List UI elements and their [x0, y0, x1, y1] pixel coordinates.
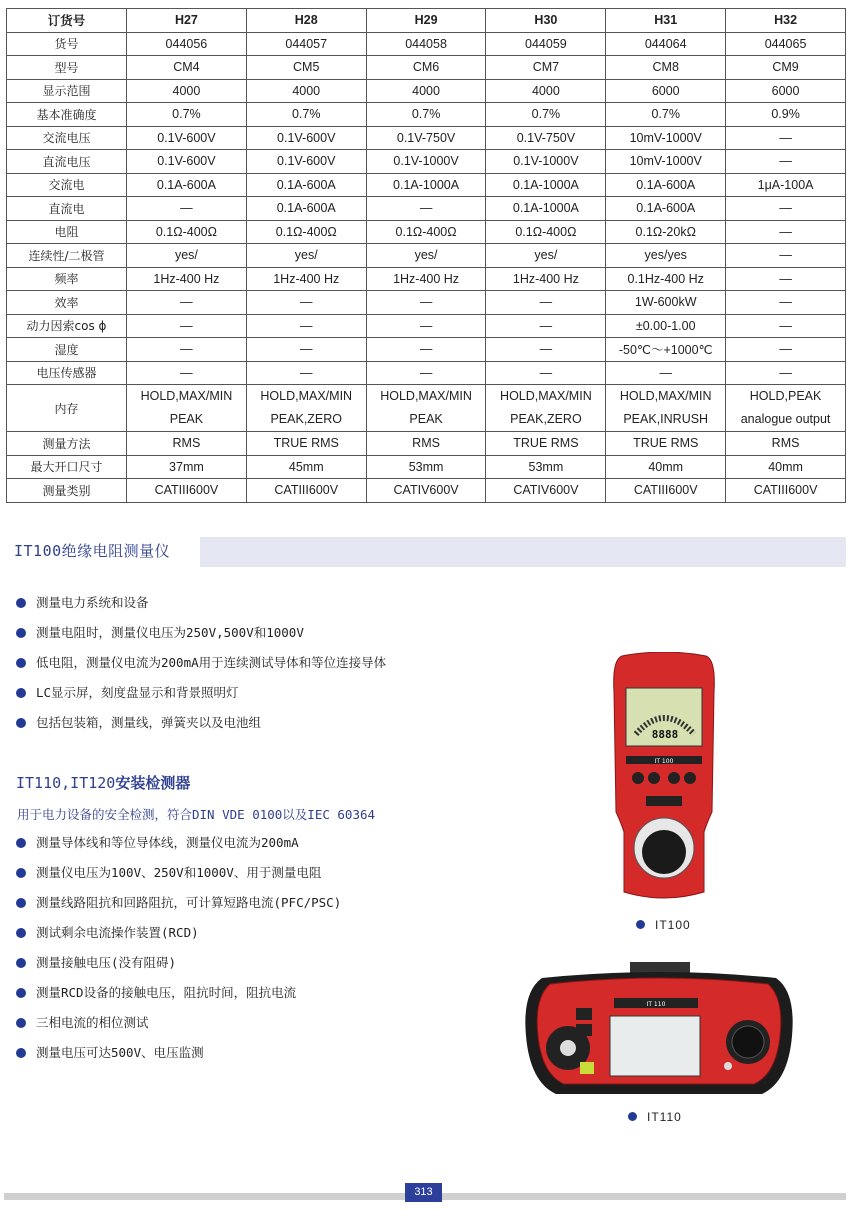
it110-title-models: IT110,IT120: [16, 774, 116, 792]
spec-cell: yes/: [366, 244, 486, 268]
spec-cell: 0.1V-1000V: [486, 150, 606, 174]
spec-cell: yes/: [486, 244, 606, 268]
spec-cell: —: [726, 150, 846, 174]
spec-cell: 0.7%: [366, 103, 486, 127]
spec-cell: 0.7%: [486, 103, 606, 127]
feature-item: [16, 888, 341, 918]
spec-cell: TRUE RMS: [606, 432, 726, 456]
it110-caption: [628, 1110, 682, 1124]
spec-row: [7, 173, 846, 197]
spec-cell: —: [726, 197, 846, 221]
spec-cell: CM7: [486, 56, 606, 80]
spec-row-label: 显示范围: [7, 79, 127, 103]
spec-cell: 0.1A-600A: [606, 197, 726, 221]
feature-text: 低电阻，测量仪电流为200mA用于连续测试导体和等位连接导体: [36, 655, 387, 670]
spec-row-label: 电阻: [7, 220, 127, 244]
spec-cell: —: [726, 220, 846, 244]
bullet-dot-icon: [16, 1018, 26, 1028]
feature-text: 测量接触电压(没有阻碍): [36, 955, 177, 970]
spec-cell: 0.7%: [127, 103, 247, 127]
spec-cell: 0.1V-600V: [246, 126, 366, 150]
spec-cell: CATIV600V: [486, 479, 606, 503]
spec-cell: 0.1Hz-400 Hz: [606, 267, 726, 291]
spec-cell: RMS: [366, 432, 486, 456]
spec-cell: —: [127, 338, 247, 362]
spec-cell: HOLD,MAX/MIN PEAK: [127, 385, 247, 432]
spec-cell: —: [246, 338, 366, 362]
feature-item: [16, 858, 341, 888]
spec-cell: 0.1A-600A: [127, 173, 247, 197]
spec-cell: —: [127, 197, 247, 221]
feature-text: 测量电力系统和设备: [36, 595, 149, 610]
feature-item: [16, 918, 341, 948]
spec-cell: CATIII600V: [246, 479, 366, 503]
feature-text: 包括包装箱，测量线，弹簧夹以及电池组: [36, 715, 262, 730]
feature-text: LC显示屏，刻度盘显示和背景照明灯: [36, 685, 239, 700]
spec-row: [7, 432, 846, 456]
spec-cell: HOLD,MAX/MIN PEAK,ZERO: [486, 385, 606, 432]
spec-cell: 044059: [486, 32, 606, 56]
spec-row-label: 电压传感器: [7, 361, 127, 385]
feature-text: 测量电阻时，测量仪电压为250V,500V和1000V: [36, 625, 304, 640]
spec-cell: 0.1A-1000A: [366, 173, 486, 197]
bullet-dot-icon: [16, 718, 26, 728]
bullet-dot-icon: [16, 898, 26, 908]
spec-cell: 4000: [486, 79, 606, 103]
spec-cell: —: [486, 314, 606, 338]
spec-header-model: H30: [486, 9, 606, 33]
feature-item: [16, 708, 386, 738]
spec-cell: TRUE RMS: [246, 432, 366, 456]
spec-cell: 0.1V-750V: [366, 126, 486, 150]
feature-item: [16, 1038, 341, 1068]
spec-row-label: 效率: [7, 291, 127, 315]
spec-cell: 4000: [366, 79, 486, 103]
spec-cell: —: [726, 291, 846, 315]
spec-cell: yes/: [127, 244, 247, 268]
bullet-dot-icon: [16, 1048, 26, 1058]
spec-cell: 0.1A-600A: [246, 197, 366, 221]
feature-item: [16, 588, 386, 618]
spec-cell: 0.1Ω-400Ω: [127, 220, 247, 244]
spec-cell: 0.1V-600V: [127, 126, 247, 150]
bullet-dot-icon: [636, 920, 645, 929]
feature-item: [16, 648, 386, 678]
spec-header-model: H31: [606, 9, 726, 33]
spec-cell: —: [606, 361, 726, 385]
spec-cell: 6000: [726, 79, 846, 103]
spec-row-label: 最大开口尺寸: [7, 455, 127, 479]
spec-row: [7, 338, 846, 362]
it110-caption-text: IT110: [647, 1110, 682, 1124]
spec-cell: 044065: [726, 32, 846, 56]
page-number: 313: [405, 1183, 442, 1202]
feature-text: 三相电流的相位测试: [36, 1015, 149, 1030]
it110-title: [16, 772, 190, 793]
spec-row-label: 交流电: [7, 173, 127, 197]
it100-caption-text: IT100: [655, 918, 691, 932]
spec-cell: 0.1Ω-400Ω: [366, 220, 486, 244]
spec-cell: yes/: [246, 244, 366, 268]
feature-item: [16, 618, 386, 648]
spec-cell: —: [127, 291, 247, 315]
spec-cell: —: [366, 338, 486, 362]
spec-cell: 1Hz-400 Hz: [127, 267, 247, 291]
bullet-dot-icon: [16, 658, 26, 668]
spec-row-label: 型号: [7, 56, 127, 80]
spec-cell: 53mm: [486, 455, 606, 479]
spec-cell: 45mm: [246, 455, 366, 479]
feature-text: 测试剩余电流操作装置(RCD): [36, 925, 199, 940]
it110-device-image: [522, 962, 796, 1098]
spec-row-label: 动力因索cos ϕ: [7, 314, 127, 338]
spec-cell: —: [246, 291, 366, 315]
spec-row-label: 测量方法: [7, 432, 127, 456]
spec-cell: CATIV600V: [366, 479, 486, 503]
spec-header-label: 订货号: [7, 9, 127, 33]
spec-row-label: 内存: [7, 385, 127, 432]
feature-item: [16, 948, 341, 978]
spec-row: [7, 291, 846, 315]
spec-cell: RMS: [726, 432, 846, 456]
spec-row-label: 连续性/二极管: [7, 244, 127, 268]
spec-cell: 37mm: [127, 455, 247, 479]
spec-cell: —: [726, 338, 846, 362]
feature-item: [16, 678, 386, 708]
spec-cell: ±0.00-1.00: [606, 314, 726, 338]
it100-title: IT100绝缘电阻测量仪: [14, 542, 171, 560]
spec-cell: 1Hz-400 Hz: [486, 267, 606, 291]
spec-cell: -50℃～+1000℃: [606, 338, 726, 362]
spec-cell: 40mm: [726, 455, 846, 479]
spec-cell: 1Hz-400 Hz: [246, 267, 366, 291]
feature-item: [16, 1008, 341, 1038]
spec-cell: 0.1V-750V: [486, 126, 606, 150]
spec-row: [7, 220, 846, 244]
spec-cell: 1μA-100A: [726, 173, 846, 197]
spec-cell: —: [127, 314, 247, 338]
bullet-dot-icon: [16, 628, 26, 638]
spec-cell: CM5: [246, 56, 366, 80]
spec-cell: CATIII600V: [606, 479, 726, 503]
spec-cell: 0.1A-1000A: [486, 197, 606, 221]
spec-cell: —: [726, 126, 846, 150]
spec-cell: 0.1V-600V: [246, 150, 366, 174]
spec-row: [7, 314, 846, 338]
spec-cell: —: [246, 361, 366, 385]
it110-title-text: 安装检测器: [115, 774, 191, 792]
spec-cell: TRUE RMS: [486, 432, 606, 456]
it110-feature-list: [16, 828, 341, 1068]
it110-subtitle: 用于电力设备的安全检测，符合DIN VDE 0100以及IEC 60364: [17, 807, 376, 822]
spec-row: [7, 126, 846, 150]
spec-cell: CATIII600V: [127, 479, 247, 503]
spec-cell: —: [366, 361, 486, 385]
spec-cell: 1W-600kW: [606, 291, 726, 315]
spec-cell: CM9: [726, 56, 846, 80]
section-header-band: [200, 537, 846, 567]
spec-cell: 4000: [127, 79, 247, 103]
bullet-dot-icon: [16, 838, 26, 848]
spec-row: [7, 150, 846, 174]
spec-row: [7, 455, 846, 479]
spec-cell: 044056: [127, 32, 247, 56]
spec-cell: 10mV-1000V: [606, 126, 726, 150]
bullet-dot-icon: [16, 958, 26, 968]
spec-cell: 044064: [606, 32, 726, 56]
spec-row-label: 货号: [7, 32, 127, 56]
spec-cell: —: [486, 291, 606, 315]
spec-cell: 40mm: [606, 455, 726, 479]
spec-cell: —: [726, 314, 846, 338]
spec-cell: RMS: [127, 432, 247, 456]
spec-cell: —: [246, 314, 366, 338]
spec-cell: 0.1Ω-400Ω: [246, 220, 366, 244]
spec-table-header: [7, 9, 846, 33]
spec-cell: 0.9%: [726, 103, 846, 127]
spec-header-model: H28: [246, 9, 366, 33]
spec-row: [7, 56, 846, 80]
spec-row-label: 基本准确度: [7, 103, 127, 127]
spec-cell: HOLD,MAX/MIN PEAK: [366, 385, 486, 432]
spec-row: [7, 244, 846, 268]
spec-cell: yes/yes: [606, 244, 726, 268]
spec-row-label: 湿度: [7, 338, 127, 362]
spec-cell: 6000: [606, 79, 726, 103]
feature-text: 测量RCD设备的接触电压，阻抗时间，阻抗电流: [36, 985, 297, 1000]
spec-cell: 0.1Ω-20kΩ: [606, 220, 726, 244]
spec-cell: 0.1Ω-400Ω: [486, 220, 606, 244]
it100-device-label: IT 100: [654, 758, 674, 765]
spec-cell: HOLD,MAX/MIN PEAK,INRUSH: [606, 385, 726, 432]
spec-row: [7, 32, 846, 56]
spec-cell: CM6: [366, 56, 486, 80]
spec-cell: —: [486, 338, 606, 362]
spec-row-label: 交流电压: [7, 126, 127, 150]
spec-cell: —: [726, 361, 846, 385]
spec-cell: —: [726, 244, 846, 268]
spec-cell: CM4: [127, 56, 247, 80]
bullet-dot-icon: [16, 868, 26, 878]
bullet-dot-icon: [16, 688, 26, 698]
it100-display-value: 8888: [651, 728, 679, 741]
feature-item: [16, 828, 341, 858]
it100-caption: [636, 918, 691, 932]
spec-cell: 10mV-1000V: [606, 150, 726, 174]
it100-device-image: [608, 652, 720, 902]
spec-cell: 0.7%: [246, 103, 366, 127]
spec-cell: HOLD,PEAK analogue output: [726, 385, 846, 432]
spec-cell: 0.1A-1000A: [486, 173, 606, 197]
feature-text: 测量电压可达500V、电压监测: [36, 1045, 204, 1060]
spec-cell: HOLD,MAX/MIN PEAK,ZERO: [246, 385, 366, 432]
spec-row: [7, 267, 846, 291]
spec-cell: 0.1A-600A: [606, 173, 726, 197]
spec-header-model: H32: [726, 9, 846, 33]
spec-row: [7, 385, 846, 432]
spec-row-label: 直流电: [7, 197, 127, 221]
feature-text: 测量线路阻抗和回路阻抗，可计算短路电流(PFC/PSC): [36, 895, 342, 910]
spec-row: [7, 103, 846, 127]
spec-table-body: [7, 32, 846, 502]
feature-text: 测量导体线和等位导体线，测量仪电流为200mA: [36, 835, 299, 850]
spec-cell: 0.1V-600V: [127, 150, 247, 174]
spec-row: [7, 197, 846, 221]
spec-row: [7, 361, 846, 385]
spec-cell: 1Hz-400 Hz: [366, 267, 486, 291]
spec-table: [6, 8, 846, 503]
spec-cell: 0.7%: [606, 103, 726, 127]
spec-cell: —: [726, 267, 846, 291]
spec-row: [7, 79, 846, 103]
spec-cell: 0.1A-600A: [246, 173, 366, 197]
it110-device-label: IT 110: [646, 1001, 666, 1008]
spec-cell: 4000: [246, 79, 366, 103]
spec-cell: —: [366, 314, 486, 338]
spec-header-model: H29: [366, 9, 486, 33]
spec-row-label: 测量类别: [7, 479, 127, 503]
spec-cell: —: [366, 291, 486, 315]
spec-cell: CM8: [606, 56, 726, 80]
spec-header-model: H27: [127, 9, 247, 33]
spec-cell: 044057: [246, 32, 366, 56]
feature-item: [16, 978, 341, 1008]
spec-cell: 044058: [366, 32, 486, 56]
spec-row: [7, 479, 846, 503]
bullet-dot-icon: [628, 1112, 637, 1121]
spec-cell: —: [127, 361, 247, 385]
spec-cell: 53mm: [366, 455, 486, 479]
bullet-dot-icon: [16, 928, 26, 938]
spec-cell: —: [486, 361, 606, 385]
bullet-dot-icon: [16, 988, 26, 998]
spec-row-label: 直流电压: [7, 150, 127, 174]
bullet-dot-icon: [16, 598, 26, 608]
spec-cell: —: [366, 197, 486, 221]
spec-row-label: 频率: [7, 267, 127, 291]
it100-feature-list: [16, 588, 386, 738]
spec-cell: CATIII600V: [726, 479, 846, 503]
feature-text: 测量仪电压为100V、250V和1000V、用于测量电阻: [36, 865, 322, 880]
spec-cell: 0.1V-1000V: [366, 150, 486, 174]
